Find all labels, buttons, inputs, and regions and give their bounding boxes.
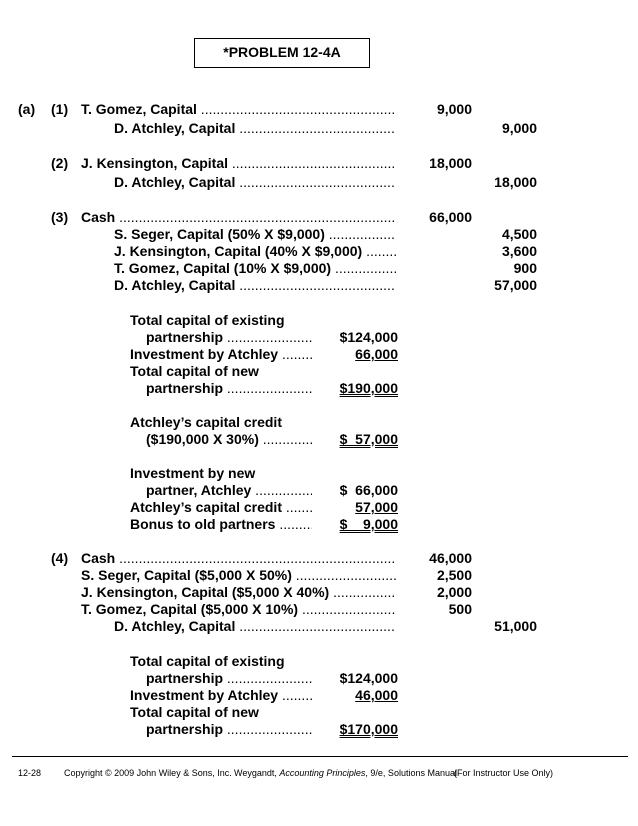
entry-account: D. Atchley, Capital ..... — [114, 618, 396, 635]
entry-number: (3) — [51, 209, 69, 225]
entry-account: T. Gomez, Capital ..... — [81, 101, 396, 118]
debit-amount: 2,000 — [436, 584, 472, 600]
calc-amount: 66,000 — [355, 346, 398, 362]
entry-account: T. Gomez, Capital (10% X $9,000) ..... — [114, 260, 396, 277]
calc-amount: 46,000 — [355, 687, 398, 703]
credit-amount: 9,000 — [501, 120, 537, 136]
credit-amount: 3,600 — [501, 243, 537, 259]
calc-amount: $170,000 — [339, 721, 398, 737]
entry-account: Cash ..... — [81, 209, 396, 226]
calc-label: Investment by new — [130, 465, 256, 481]
calc-label: Atchley’s capital credit ..... — [130, 499, 312, 516]
credit-amount: 4,500 — [501, 226, 537, 242]
page-number: 12-28 — [18, 768, 42, 778]
source-citation — [234, 767, 457, 779]
entry-account: D. Atchley, Capital ..... — [114, 277, 396, 294]
debit-amount: 66,000 — [429, 209, 472, 225]
book-title: Accounting Principles — [279, 768, 366, 778]
calc-amount: $ 66,000 — [339, 482, 398, 498]
calc-label: Investment by Atchley ..... — [130, 346, 312, 363]
entry-number: (4) — [51, 550, 69, 566]
calc-amount: $ 9,000 — [339, 516, 398, 532]
entry-account: S. Seger, Capital (50% X $9,000) ..... — [114, 226, 396, 243]
calc-amount: $124,000 — [339, 670, 398, 686]
debit-amount: 500 — [448, 601, 472, 617]
entry-account: J. Kensington, Capital ($5,000 X 40%) ..... — [81, 584, 396, 601]
credit-amount: 18,000 — [494, 174, 537, 190]
entry-account: D. Atchley, Capital ..... — [114, 120, 396, 137]
entry-account: S. Seger, Capital ($5,000 X 50%) ..... — [81, 567, 396, 584]
copyright-text: Copyright © 2009 John Wiley & Sons, Inc. — [64, 768, 232, 778]
entry-number: (2) — [51, 155, 69, 171]
calc-label: Total capital of new — [130, 704, 259, 720]
entry-account: J. Kensington, Capital ..... — [81, 155, 396, 172]
calc-amount: $ 57,000 — [339, 431, 398, 447]
calc-label: partnership ..... — [146, 721, 312, 738]
source-suffix: , 9/e, Solutions Manual — [365, 768, 457, 778]
calc-amount: 57,000 — [355, 499, 398, 515]
calc-label: Total capital of existing — [130, 653, 285, 669]
debit-amount: 9,000 — [436, 101, 472, 117]
problem-title: *PROBLEM 12-4A — [194, 38, 370, 68]
calc-label: Total capital of new — [130, 363, 259, 379]
footer-rule — [12, 756, 628, 757]
calc-label: Bonus to old partners ..... — [130, 516, 312, 533]
credit-amount: 57,000 — [494, 277, 537, 293]
calc-label: partnership ..... — [146, 380, 312, 397]
entry-account: T. Gomez, Capital ($5,000 X 10%) ..... — [81, 601, 396, 618]
entry-account: Cash ..... — [81, 550, 396, 567]
calc-label: ($190,000 X 30%) ..... — [146, 431, 312, 448]
entry-account: J. Kensington, Capital (40% X $9,000) ..... — [114, 243, 396, 260]
part-label: (a) — [18, 101, 36, 117]
calc-label: Total capital of existing — [130, 312, 285, 328]
instructor-note: (For Instructor Use Only) — [454, 768, 554, 778]
calc-label: partner, Atchley ..... — [146, 482, 312, 499]
entry-account: D. Atchley, Capital ..... — [114, 174, 396, 191]
calc-label: partnership ..... — [146, 670, 312, 687]
calc-label: partnership ..... — [146, 329, 312, 346]
credit-amount: 900 — [513, 260, 537, 276]
debit-amount: 46,000 — [429, 550, 472, 566]
source-prefix: Weygandt, — [234, 768, 280, 778]
calc-label: Investment by Atchley ..... — [130, 687, 312, 704]
debit-amount: 2,500 — [436, 567, 472, 583]
credit-amount: 51,000 — [494, 618, 537, 634]
calc-label: Atchley’s capital credit — [130, 414, 282, 430]
calc-amount: $190,000 — [339, 380, 398, 396]
calc-amount: $124,000 — [339, 329, 398, 345]
debit-amount: 18,000 — [429, 155, 472, 171]
entry-number: (1) — [51, 101, 69, 117]
